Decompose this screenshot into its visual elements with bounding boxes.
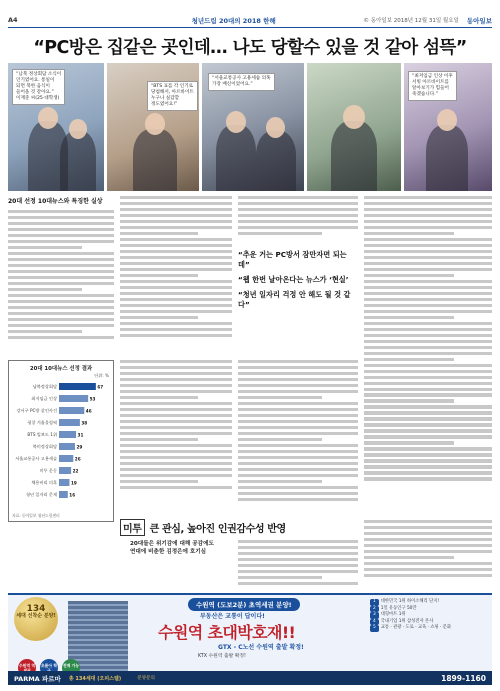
- text-line: [238, 214, 358, 217]
- text-line: [8, 252, 114, 255]
- text-line: [238, 360, 358, 363]
- text-line: [120, 322, 232, 325]
- ad-badge: 134 세대 선착순 분양!: [14, 597, 58, 641]
- text-line: [120, 244, 232, 247]
- text-line: [238, 384, 358, 387]
- text-line: [120, 432, 232, 435]
- photo-caption-4: “최저임금 인상 이후 서빙 아르바이트를 알아보기가 힘들어 죽겠습니다.”: [408, 71, 457, 101]
- text-line: [8, 270, 114, 273]
- chart-bar: [59, 455, 73, 462]
- main-headline: “PC방은 집같은 곳인데… 나도 당할수 있을 것 같아 섬뜩”: [33, 38, 467, 58]
- text-line: [364, 532, 492, 535]
- text-line: [364, 459, 492, 462]
- text-line: [238, 372, 358, 375]
- text-line: [238, 456, 358, 459]
- article-column-2: [120, 196, 232, 337]
- text-line: [238, 468, 358, 471]
- text-line: [8, 210, 114, 213]
- text-line: [120, 444, 232, 447]
- text-line: [120, 310, 232, 313]
- text-line: [120, 480, 198, 483]
- text-line: [120, 220, 232, 223]
- text-line: [238, 396, 322, 399]
- photo-2: [107, 63, 199, 191]
- photo-5: [404, 63, 492, 191]
- text-line: [364, 238, 492, 241]
- chart-plot: [9, 379, 113, 507]
- text-line: [120, 366, 232, 369]
- article-column-1: [8, 210, 114, 339]
- text-line: [364, 304, 492, 307]
- text-line: [238, 450, 358, 453]
- header-rule: [8, 27, 492, 28]
- text-line: [364, 477, 492, 480]
- text-line: [238, 226, 358, 229]
- text-line: [120, 262, 232, 265]
- text-line: [364, 393, 492, 396]
- section-title: 청년드림 20대의 2018 한해: [191, 16, 276, 25]
- text-line: [120, 208, 232, 211]
- text-line: [364, 556, 454, 559]
- text-line: [120, 378, 232, 381]
- text-line: [238, 232, 322, 235]
- text-line: [364, 286, 492, 289]
- chart-value-label: 53: [89, 396, 96, 402]
- article-column-2b: [120, 360, 232, 489]
- chart-bar: [59, 395, 88, 402]
- text-line: [8, 234, 114, 237]
- text-line: [364, 226, 492, 229]
- text-line: [364, 280, 492, 283]
- text-line: [364, 274, 454, 277]
- text-line: [120, 474, 232, 477]
- text-line: [120, 274, 198, 277]
- text-line: [8, 228, 114, 231]
- photo-caption-1: “남북 정상회담 소식이 인기였어요. 통일이 되면 북한 음식이 들어올 것 같아요.” 이재준 씨(25·대학생): [12, 69, 65, 105]
- chart-value-label: 19: [70, 480, 77, 486]
- text-line: [120, 250, 232, 253]
- text-line: [120, 232, 198, 235]
- text-line: [238, 366, 358, 369]
- text-line: [364, 208, 492, 211]
- text-line: [364, 220, 492, 223]
- ad-ktx-line: KTX 수원역 출발 확정!: [198, 654, 246, 659]
- photo-3: [202, 63, 304, 191]
- text-line: [238, 564, 358, 567]
- photo-4: [307, 63, 401, 191]
- chart-footnote: 자료: 동아일보 청년드림센터: [12, 513, 60, 518]
- chart-value-label: 67: [97, 384, 104, 390]
- headline-box: 미투: [120, 519, 145, 536]
- chart-category-label: BTS 빌보드 1위: [27, 432, 57, 437]
- tel-number[interactable]: 1899-1160: [441, 673, 486, 683]
- text-line: [238, 378, 358, 381]
- text-line: [238, 462, 358, 465]
- text-line: [120, 408, 232, 411]
- text-line: [238, 432, 358, 435]
- chart-bar: [59, 443, 75, 450]
- chart-value-label: 29: [76, 444, 83, 450]
- text-line: [238, 492, 358, 495]
- text-line: [8, 216, 114, 219]
- text-line: [364, 316, 454, 319]
- chart-category-label: 북미정상회담: [32, 444, 57, 449]
- chart-category-label: 최저임금 인상: [31, 396, 57, 401]
- ad-gtx-line: GTX - C노선 수원역 출발 확정!: [218, 644, 304, 651]
- text-line: [120, 402, 232, 405]
- text-line: [364, 388, 492, 391]
- text-line: [364, 568, 492, 571]
- article-column-3b: [238, 360, 358, 501]
- text-line: [238, 444, 358, 447]
- chart-value-label: 22: [72, 468, 79, 474]
- chart-bar: [59, 479, 69, 486]
- text-line: [8, 258, 114, 261]
- text-line: [364, 376, 492, 379]
- text-line: [120, 202, 232, 205]
- text-line: [238, 402, 358, 405]
- text-line: [364, 358, 454, 361]
- text-line: [120, 468, 232, 471]
- text-line: [120, 238, 232, 241]
- text-line: [8, 282, 114, 285]
- text-line: [364, 310, 492, 313]
- text-line: [364, 346, 492, 349]
- text-line: [364, 405, 492, 408]
- text-line: [364, 447, 492, 450]
- ad-station-banner: 수원역 (도보2분) 초역세권 분양!: [188, 598, 300, 611]
- text-line: [364, 340, 492, 343]
- photo-1: [8, 63, 104, 191]
- text-line: [120, 298, 232, 301]
- text-line: [364, 550, 492, 553]
- text-line: [238, 546, 358, 549]
- text-line: [120, 360, 232, 363]
- chart-category-label: 청년 일자리 문제: [26, 492, 57, 497]
- ad-feature-3: 전매 가능: [62, 659, 80, 677]
- secondary-subheadline: 20대들은 위기감에 대해 공감에도 연대에 비춘한 김정은에 호기심: [130, 541, 214, 555]
- text-line: [364, 471, 492, 474]
- text-line: [364, 244, 492, 247]
- text-line: [8, 318, 114, 321]
- text-line: [364, 256, 492, 259]
- text-line: [238, 582, 358, 585]
- text-line: [8, 324, 114, 327]
- headline-main: 큰 관심, 높아진 인권감수성 반영: [149, 524, 286, 535]
- quote-3: “청년 일자리 걱정 안 해도 될 것 같다”: [238, 290, 351, 309]
- text-line: [364, 544, 492, 547]
- chart-unit: 단위: %: [94, 373, 109, 378]
- text-line: [364, 334, 492, 337]
- text-line: [120, 414, 232, 417]
- chart-category-label: 서울교통공사 고용세습: [15, 456, 57, 461]
- text-line: [120, 456, 232, 459]
- text-line: [120, 486, 232, 489]
- ad-units: 총 134세대 (오피스텔): [68, 675, 122, 682]
- text-line: [8, 246, 82, 249]
- text-line: [8, 276, 114, 279]
- text-line: [364, 465, 492, 468]
- article-column-5: [238, 540, 358, 585]
- chart-value-label: 38: [81, 420, 88, 426]
- chart-bar: [59, 491, 68, 498]
- text-line: [364, 268, 492, 271]
- tel-label: 분양문의: [137, 676, 155, 681]
- text-line: [8, 240, 114, 243]
- text-line: [238, 438, 322, 441]
- text-line: [364, 196, 492, 199]
- text-line: [8, 336, 114, 339]
- text-line: [364, 399, 454, 402]
- chart-bar: [59, 431, 76, 438]
- ad-feature-1: 수원역 역: [18, 659, 36, 677]
- article-column-6: [364, 520, 492, 577]
- text-line: [364, 250, 492, 253]
- text-line: [364, 364, 492, 367]
- pull-quotes: [238, 250, 358, 315]
- chart-bar: [59, 383, 96, 390]
- text-line: [238, 558, 358, 561]
- chart-value-label: 31: [77, 432, 84, 438]
- chart-bar: [59, 407, 84, 414]
- article-column-3a: [238, 196, 358, 235]
- real-estate-ad[interactable]: [8, 593, 492, 685]
- text-line: [120, 268, 232, 271]
- chart-value-label: 26: [74, 456, 81, 462]
- text-line: [120, 420, 232, 423]
- chart-bar: [59, 467, 71, 474]
- text-line: [364, 322, 492, 325]
- text-line: [364, 411, 492, 414]
- photo-caption-3: “서울교통공사 고용세습 의혹 가장 배신이었어요.”: [208, 73, 275, 91]
- text-line: [120, 214, 232, 217]
- text-line: [364, 429, 492, 432]
- chart-category-label: 평창 겨울올림픽: [27, 420, 57, 425]
- text-line: [120, 304, 232, 307]
- text-line: [364, 214, 492, 217]
- news-chart: [8, 360, 114, 522]
- text-line: [238, 420, 358, 423]
- text-line: [364, 538, 492, 541]
- text-line: [120, 384, 232, 387]
- text-line: [364, 435, 492, 438]
- text-line: [120, 462, 232, 465]
- text-line: [364, 574, 492, 577]
- text-line: [120, 426, 232, 429]
- text-line: [364, 423, 492, 426]
- text-line: [238, 486, 358, 489]
- text-line: [120, 280, 232, 283]
- text-line: [238, 480, 322, 483]
- text-line: [364, 441, 454, 444]
- text-line: [8, 222, 114, 225]
- article-column-4: [364, 196, 492, 481]
- text-line: [120, 328, 232, 331]
- chart-title: 20대 10대뉴스 선정 결과: [29, 366, 93, 372]
- text-line: [8, 300, 114, 303]
- text-line: [120, 390, 232, 393]
- text-line: [8, 294, 114, 297]
- text-line: [364, 298, 492, 301]
- text-line: [120, 438, 198, 441]
- text-line: [364, 382, 492, 385]
- publish-date: © 동아일보 2018년 12월 31일 월요일: [363, 18, 459, 24]
- secondary-headline: [120, 519, 286, 536]
- text-line: [8, 330, 82, 333]
- text-line: [238, 540, 358, 543]
- text-line: [364, 526, 492, 529]
- text-line: [364, 328, 492, 331]
- ad-footer-bar: [8, 671, 492, 685]
- chart-category-label: 채용비리 의혹: [31, 480, 57, 485]
- text-line: [364, 232, 454, 235]
- chart-category-label: 미투 운동: [39, 468, 57, 473]
- text-line: [120, 396, 198, 399]
- text-line: [364, 520, 492, 523]
- page-header: [8, 14, 492, 26]
- text-line: [120, 196, 232, 199]
- intro-subhead: 20대 선정 10대뉴스와 특징한 실상: [8, 198, 103, 205]
- text-line: [120, 316, 198, 319]
- page-number: A4: [8, 16, 18, 24]
- text-line: [364, 262, 492, 265]
- quote-1: “추운 거는 PC방서 잠만자면 되는데”: [238, 250, 347, 269]
- publisher-logo: 동아일보: [466, 16, 492, 25]
- text-line: [238, 408, 358, 411]
- text-line: [120, 226, 232, 229]
- text-line: [120, 256, 232, 259]
- text-line: [238, 220, 358, 223]
- text-line: [364, 453, 492, 456]
- text-line: [364, 417, 492, 420]
- text-line: [120, 292, 232, 295]
- chart-value-label: 46: [85, 408, 92, 414]
- text-line: [8, 312, 114, 315]
- text-line: [238, 196, 358, 199]
- text-line: [238, 414, 358, 417]
- text-line: [364, 202, 492, 205]
- text-line: [120, 450, 232, 453]
- text-line: [238, 570, 358, 573]
- text-line: [364, 562, 492, 565]
- chart-value-label: 16: [69, 492, 76, 498]
- brand-logo: PARMA 파르마: [14, 674, 61, 683]
- text-line: [238, 426, 358, 429]
- text-line: [120, 334, 232, 337]
- ad-main-title: 수원역 초대박호재!!: [158, 623, 296, 642]
- chart-category-label: 강서구 PC방 살인사건: [16, 408, 57, 413]
- text-line: [120, 372, 232, 375]
- photo-band: [8, 63, 492, 191]
- text-line: [238, 390, 358, 393]
- ad-highlights: 1 대한민국 1위 하이소해리 단지! 2 1일 유동인구 50만 3 대형마트 1위 4 국내기업 1위 삼성전자 본사 5 교통 · 관광 · 도로 · 교육 · 쇼핑 · 문화: [370, 599, 488, 632]
- chart-category-label: 남북정상회담: [32, 384, 57, 389]
- quote-2: “웹 한번 날아온다는 뉴스가 ‘현실’: [238, 275, 349, 284]
- text-line: [238, 202, 358, 205]
- text-line: [364, 352, 492, 355]
- text-line: [238, 498, 358, 501]
- text-line: [8, 264, 114, 267]
- photo-caption-2: “BTS 표를 각 인기로 당첨해서, 아르바이트 누구나 실감할 정도였어요!”: [147, 81, 198, 111]
- ad-feature-2: 초품아 학: [40, 659, 58, 677]
- text-line: [8, 288, 82, 291]
- chart-bar: [59, 419, 80, 426]
- text-line: [364, 292, 492, 295]
- text-line: [120, 286, 232, 289]
- ad-subtitle: 부동산은 교통이 답이다!: [200, 613, 265, 620]
- text-line: [238, 474, 358, 477]
- text-line: [8, 306, 114, 309]
- text-line: [364, 370, 492, 373]
- text-line: [238, 552, 358, 555]
- text-line: [238, 208, 358, 211]
- text-line: [238, 576, 322, 579]
